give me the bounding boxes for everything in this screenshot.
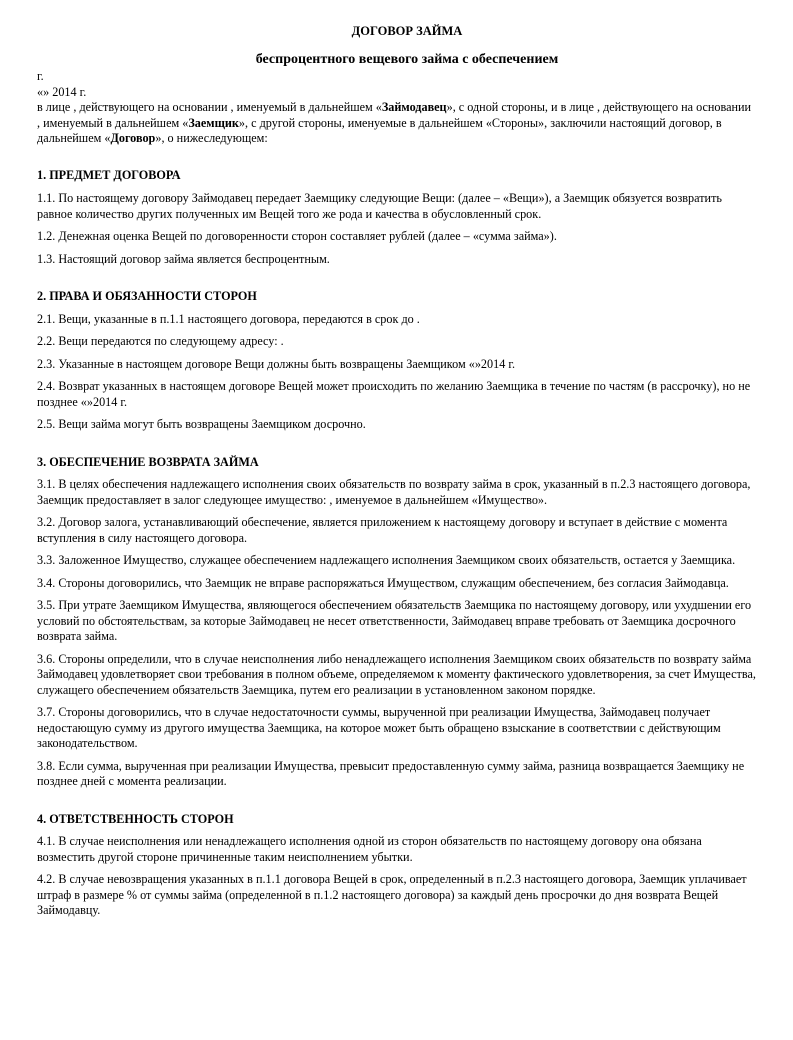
contract-term: Договор (110, 131, 156, 145)
section-heading: 4. ОТВЕТСТВЕННОСТЬ СТОРОН (37, 811, 234, 826)
document-page (37, 24, 757, 919)
lender-term: Займодавец (381, 100, 447, 114)
section-paragraph: 1.1. По настоящему договору Займодавец передает Заемщику следующие Вещи: (далее – «Вещи»), а Заемщик обязуется возвратить равное количество других полученных им Вещей того же рода и качества в обусловленный срок. (37, 191, 722, 221)
section-paragraph: 2.4. Возврат указанных в настоящем договоре Вещей может происходить по желанию Заемщика в течение по частям (в рассрочку), но не позднее «»2014 г. (37, 379, 751, 409)
document-subtitle: беспроцентного вещевого займа с обеспечением (255, 51, 559, 67)
section-paragraph: 3.7. Стороны договорились, что в случае недостаточности суммы, вырученной при реализации Имущества, Займодавец получает недостающую сумму из другого имущества Заемщика, на которое может быть обращено взыскание в соответствии с действующим законодательством. (37, 705, 721, 750)
intro-text-3: », с другой стороны, именуемые в дальнейшем «Стороны», заключили настоящий договор, в дальнейшем « (37, 115, 722, 145)
section-paragraph: 1.3. Настоящий договор займа является беспроцентным. (37, 251, 330, 266)
section-paragraph: 3.6. Стороны определили, что в случае неисполнения либо ненадлежащего исполнения Заемщиком своих обязательств по возврату займа Займодавец удовлетворяет свои требования в полном объеме, определяемом к моменту фактического удовлетворения, за счет Имущества, служащего обеспечением обязательств Заемщика, путем его реализации в установленном законом порядке. (37, 651, 756, 697)
section-paragraph: 3.8. Если сумма, вырученная при реализации Имущества, превысит предоставленную сумму займа, разница возвращается Заемщику не позднее дней с момента реализации. (37, 758, 745, 788)
section-paragraph: 3.5. При утрате Заемщиком Имущества, являющегося обеспечением обязательств Заемщика по настоящему договору, или ухудшении его условий по обстоятельствам, за которые Займодавец не несет ответственности, Займодавец вправе требовать от Заемщика досрочного возврата займа. (37, 598, 752, 643)
section-heading: 3. ОБЕСПЕЧЕНИЕ ВОЗВРАТА ЗАЙМА (37, 454, 259, 469)
section-paragraph: 3.4. Стороны договорились, что Заемщик не вправе распоряжаться Имуществом, служащим обеспечением, без согласия Займодавца. (37, 575, 729, 590)
section-paragraph: 2.2. Вещи передаются по следующему адресу: . (37, 334, 284, 348)
section-heading: 2. ПРАВА И ОБЯЗАННОСТИ СТОРОН (37, 289, 257, 303)
intro-paragraph (37, 100, 757, 147)
section-paragraph: 2.5. Вещи займа могут быть возвращены Заемщиком досрочно. (37, 417, 366, 431)
city-line: г. (37, 69, 44, 83)
document-title: ДОГОВОР ЗАЙМА (351, 24, 463, 38)
intro-text-2: », с одной стороны, и в лице , действующего на основании , именуемый в дальнейшем « (37, 100, 752, 130)
section-paragraph: 3.2. Договор залога, устанавливающий обеспечение, является приложением к настоящему договору и вступает в действие с момента вступления в силу настоящего договора. (37, 515, 728, 545)
section-paragraph: 3.1. В целях обеспечения надлежащего исполнения своих обязательств по возврату займа в срок, указанный в п.2.3 настоящего договора, Заемщик предоставляет в залог следующее имущество: , именуемое в дальнейшем «Имущество». (37, 477, 751, 507)
section-paragraph: 4.2. В случае невозвращения указанных в п.1.1 договора Вещей в срок, определенный в п.2.3 настоящего договора, Заемщик уплачивает штраф в размере % от суммы займа (определенной в п.1.2 настоящего договора) за каждый день просрочки до дня возврата Вещей Займодавцу. (37, 872, 747, 917)
section-paragraph: 4.1. В случае неисполнения или ненадлежащего исполнения одной из сторон обязательств по настоящему договору она обязана возместить другой стороне причиненные таким неисполнением убытки. (37, 834, 702, 864)
borrower-term: Заемщик (188, 115, 239, 130)
date-line: «» 2014 г. (37, 84, 87, 99)
intro-text-1: в лице , действующего на основании , именуемый в дальнейшем « (37, 100, 382, 114)
section-paragraph: 2.3. Указанные в настоящем договоре Вещи должны быть возвращены Заемщиком «»2014 г. (37, 356, 516, 371)
section-heading: 1. ПРЕДМЕТ ДОГОВОРА (37, 167, 181, 182)
section-paragraph: 3.3. Заложенное Имущество, служащее обеспечением надлежащего исполнения Заемщиком своих обязательств, остается у Заемщика. (37, 553, 736, 567)
section-paragraph: 2.1. Вещи, указанные в п.1.1 настоящего договора, передаются в срок до . (37, 311, 420, 326)
intro-text-4: », о нижеследующем: (155, 131, 268, 145)
section-paragraph: 1.2. Денежная оценка Вещей по договоренности сторон составляет рублей (далее – «сумма займа»). (37, 229, 557, 243)
